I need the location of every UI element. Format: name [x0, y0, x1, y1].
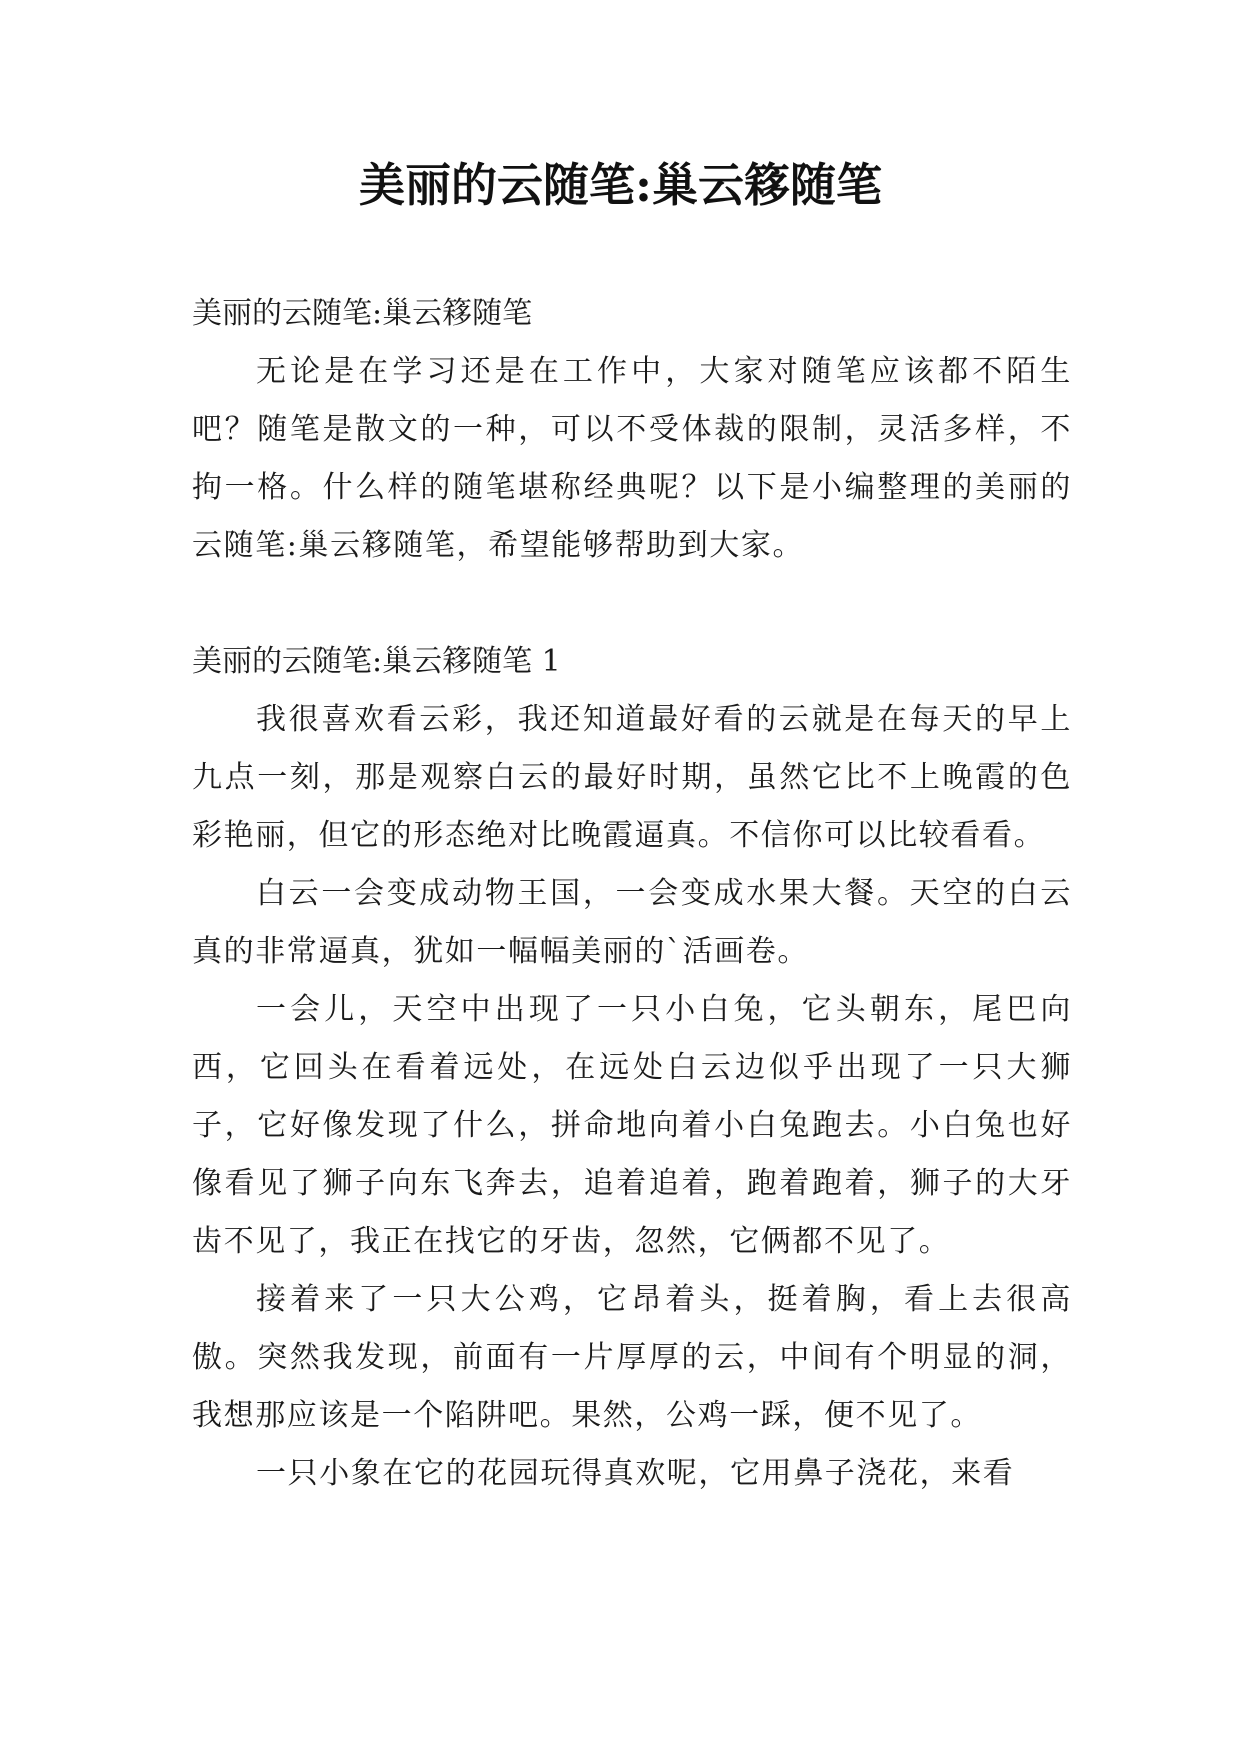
intro-paragraph: 无论是在学习还是在工作中，大家对随笔应该都不陌生吧？随笔是散文的一种，可以不受体裁的限制，灵活多样，不拘一格。什么样的随笔堪称经典呢？以下是小编整理的美丽的云随笔:巢云簃随笔，希望能够帮助到大家。	[192, 354, 1072, 563]
body-paragraph: 白云一会变成动物王国，一会变成水果大餐。天空的白云真的非常逼真，犹如一幅幅美丽的`活画卷。	[192, 876, 1072, 969]
section-heading: 美丽的云随笔:巢云簃随笔 1	[192, 644, 561, 679]
body-paragraph: 我很喜欢看云彩，我还知道最好看的云就是在每天的早上九点一刻，那是观察白云的最好时期，虽然它比不上晚霞的色彩艳丽，但它的形态绝对比晚霞逼真。不信你可以比较看看。	[192, 702, 1072, 853]
body-paragraph: 一只小象在它的花园玩得真欢呢，它用鼻子浇花，来看	[256, 1456, 1015, 1491]
document-title: 美丽的云随笔:巢云簃随笔	[359, 158, 882, 212]
document-body	[192, 285, 1072, 1503]
body-paragraph: 接着来了一只大公鸡，它昂着头，挺着胸，看上去很高傲。突然我发现，前面有一片厚厚的云，中间有个明显的洞，我想那应该是一个陷阱吧。果然，公鸡一踩，便不见了。	[192, 1282, 1072, 1433]
section-spacer	[192, 575, 1072, 633]
body-paragraph: 一会儿，天空中出现了一只小白兔，它头朝东，尾巴向西，它回头在看着远处，在远处白云边似乎出现了一只大狮子，它好像发现了什么，拼命地向着小白兔跑去。小白兔也好像看见了狮子向东飞奔去，追着追着，跑着跑着，狮子的大牙齿不见了，我正在找它的牙齿，忽然，它俩都不见了。	[192, 992, 1072, 1259]
section-heading: 美丽的云随笔:巢云簃随笔	[192, 296, 533, 331]
